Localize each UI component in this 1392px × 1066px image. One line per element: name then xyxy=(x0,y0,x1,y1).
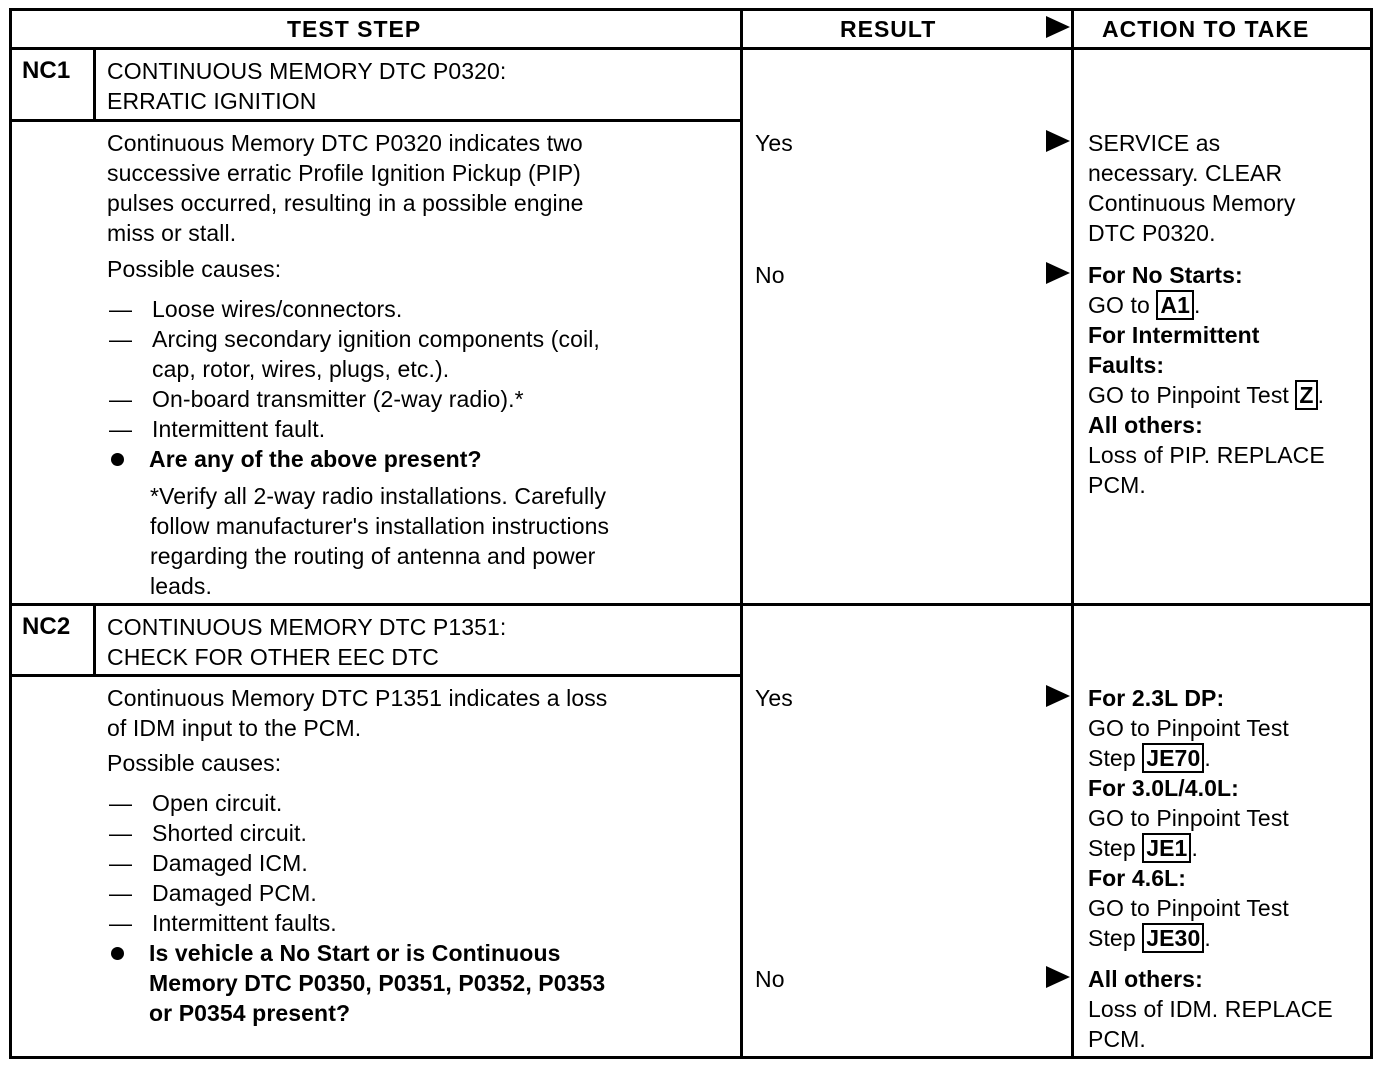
nc2-question-line1: Is vehicle a No Start or is Continuous xyxy=(149,940,561,966)
row-separator xyxy=(9,603,1373,606)
nc2-desc-line1: Continuous Memory DTC P1351 indicates a loss xyxy=(107,685,608,711)
column-divider-result xyxy=(740,8,743,1059)
nc2-desc-line2: of IDM input to the PCM. xyxy=(107,715,362,741)
table-border-left xyxy=(9,8,12,1059)
nc2-title-line2: CHECK FOR OTHER EEC DTC xyxy=(107,644,439,670)
nc2-cause-5: Intermittent faults. xyxy=(152,910,337,936)
nc1-all-others-heading: All others: xyxy=(1088,412,1203,438)
nc2-dash-2: — xyxy=(109,820,133,846)
step-ref-a1[interactable]: A1 xyxy=(1156,290,1194,320)
nc1-id: NC1 xyxy=(22,57,71,84)
nc1-result-yes: Yes xyxy=(755,130,793,156)
step-ref-z[interactable]: Z xyxy=(1295,380,1317,410)
nc2-30l-heading: For 3.0L/4.0L: xyxy=(1088,775,1239,801)
nc1-title-line1: CONTINUOUS MEMORY DTC P0320: xyxy=(107,58,507,84)
nc2-question-line2: Memory DTC P0350, P0351, P0352, P0353 xyxy=(149,970,606,996)
nc1-dash-4: — xyxy=(109,416,133,442)
nc2-cause-2: Shorted circuit. xyxy=(152,820,307,846)
nc2-question-line3: or P0354 present? xyxy=(149,1000,351,1026)
nc2-yes-arrow-icon xyxy=(1046,685,1070,707)
nc2-step-je70: Step JE70 . xyxy=(1088,745,1211,771)
nc1-cause-2b: cap, rotor, wires, plugs, etc.). xyxy=(152,356,450,382)
header-result: RESULT xyxy=(840,16,937,42)
column-divider-action xyxy=(1071,8,1074,1059)
nc1-intermittent-heading: For Intermittent xyxy=(1088,322,1260,348)
nc1-note-line3: regarding the routing of antenna and power xyxy=(150,543,596,569)
nc1-id-divider xyxy=(93,47,96,121)
nc2-goto-1: GO to Pinpoint Test xyxy=(1088,715,1289,741)
nc2-all-others-line2: PCM. xyxy=(1088,1026,1146,1052)
nc2-dash-1: — xyxy=(109,790,133,816)
nc2-cause-3: Damaged ICM. xyxy=(152,850,308,876)
nc1-yes-action-2: necessary. CLEAR xyxy=(1088,160,1283,186)
header-action: ACTION TO TAKE xyxy=(1102,16,1310,42)
nc1-cause-4: Intermittent fault. xyxy=(152,416,326,442)
nc1-goto-a1: GO to A1 . xyxy=(1088,292,1201,318)
nc2-causes-label: Possible causes: xyxy=(107,750,282,776)
nc1-faults-heading: Faults: xyxy=(1088,352,1165,378)
nc1-desc-line1: Continuous Memory DTC P0320 indicates two xyxy=(107,130,583,156)
nc2-id-divider xyxy=(93,603,96,676)
header-arrow-icon xyxy=(1046,16,1070,38)
nc1-cause-3: On-board transmitter (2-way radio).* xyxy=(152,386,524,412)
nc2-46l-heading: For 4.6L: xyxy=(1088,865,1187,891)
step-ref-je30[interactable]: JE30 xyxy=(1142,923,1204,953)
nc1-yes-arrow-icon xyxy=(1046,130,1070,152)
nc1-dash-3: — xyxy=(109,386,133,412)
nc2-result-no: No xyxy=(755,966,785,992)
nc2-dash-5: — xyxy=(109,910,133,936)
nc1-note-line4: leads. xyxy=(150,573,212,599)
nc2-bullet-icon xyxy=(111,947,124,960)
nc2-23l-heading: For 2.3L DP: xyxy=(1088,685,1225,711)
nc1-dash-1: — xyxy=(109,296,133,322)
nc1-cause-1: Loose wires/connectors. xyxy=(152,296,403,322)
nc1-no-starts-heading: For No Starts: xyxy=(1088,262,1243,288)
nc1-note-line2: follow manufacturer's installation instructions xyxy=(150,513,610,539)
nc1-desc-line4: miss or stall. xyxy=(107,220,237,246)
header-divider xyxy=(9,47,1373,50)
nc2-result-yes: Yes xyxy=(755,685,793,711)
nc2-all-others-line1: Loss of IDM. REPLACE xyxy=(1088,996,1333,1022)
nc1-yes-action-1: SERVICE as xyxy=(1088,130,1221,156)
nc1-causes-label: Possible causes: xyxy=(107,256,282,282)
nc2-goto-2: GO to Pinpoint Test xyxy=(1088,805,1289,831)
nc2-goto-3: GO to Pinpoint Test xyxy=(1088,895,1289,921)
nc1-all-others-line1: Loss of PIP. REPLACE xyxy=(1088,442,1325,468)
nc2-step-je30: Step JE30 . xyxy=(1088,925,1211,951)
nc1-all-others-line2: PCM. xyxy=(1088,472,1146,498)
nc2-cause-1: Open circuit. xyxy=(152,790,283,816)
table-border-right xyxy=(1370,8,1373,1059)
nc1-dash-2: — xyxy=(109,326,133,352)
nc1-bullet-icon xyxy=(111,453,124,466)
table-border-top xyxy=(9,8,1373,11)
nc1-title-bottom xyxy=(9,119,743,122)
nc1-no-arrow-icon xyxy=(1046,262,1070,284)
nc1-yes-action-3: Continuous Memory xyxy=(1088,190,1296,216)
nc2-all-others-heading: All others: xyxy=(1088,966,1203,992)
nc1-question: Are any of the above present? xyxy=(149,446,482,472)
nc2-no-arrow-icon xyxy=(1046,966,1070,988)
step-ref-je1[interactable]: JE1 xyxy=(1142,833,1191,863)
nc1-yes-action-4: DTC P0320. xyxy=(1088,220,1216,246)
nc1-goto-z: GO to Pinpoint Test Z . xyxy=(1088,382,1325,408)
nc2-dash-4: — xyxy=(109,880,133,906)
nc1-title-line2: ERRATIC IGNITION xyxy=(107,88,317,114)
nc2-title-bottom xyxy=(9,674,743,677)
nc2-title-line1: CONTINUOUS MEMORY DTC P1351: xyxy=(107,614,507,640)
nc1-desc-line3: pulses occurred, resulting in a possible engine xyxy=(107,190,584,216)
nc2-id: NC2 xyxy=(22,613,71,640)
nc1-note-line1: *Verify all 2-way radio installations. Carefully xyxy=(150,483,607,509)
nc2-dash-3: — xyxy=(109,850,133,876)
nc2-step-je1: Step JE1 . xyxy=(1088,835,1198,861)
table-border-bottom xyxy=(9,1056,1373,1059)
header-test-step: TEST STEP xyxy=(287,16,422,42)
nc2-cause-4: Damaged PCM. xyxy=(152,880,317,906)
step-ref-je70[interactable]: JE70 xyxy=(1142,743,1204,773)
nc1-cause-2: Arcing secondary ignition components (coil, xyxy=(152,326,600,352)
nc1-desc-line2: successive erratic Profile Ignition Pickup (PIP) xyxy=(107,160,581,186)
nc1-result-no: No xyxy=(755,262,785,288)
